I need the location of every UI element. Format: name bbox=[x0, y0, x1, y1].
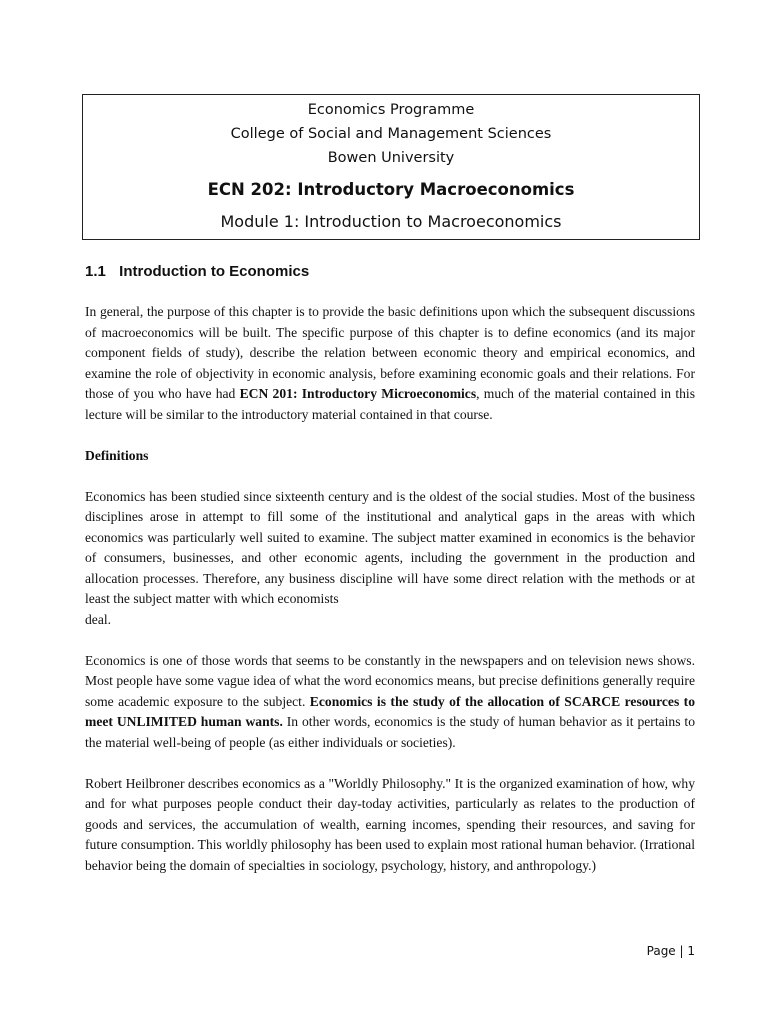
paragraph-text: Economics is one of those words that seems to be constantly in the newspapers and on television news shows. Most people have some vague idea of what the word economics means, but precise definitions generally require some academic exposure to the subject. bbox=[85, 652, 695, 709]
paragraph-text: , much of the material contained in this lecture will be similar to the introductory material contained in that course. bbox=[85, 386, 695, 422]
section-heading bbox=[85, 263, 309, 280]
paragraph-text: In other words, economics is the study of human behavior as it pertains to the material well-being of people (as either individuals or societies). bbox=[85, 714, 695, 750]
paragraph-heilbroner bbox=[85, 774, 695, 877]
course-name: Introductory Macroeconomics bbox=[297, 180, 575, 199]
college-name: College of Social and Management Sciences bbox=[230, 126, 552, 142]
paragraph-text: In general, the purpose of this chapter is to provide the basic definitions upon which the subsequent discussions of macroeconomics will be built. The specific purpose of this chapter is to define economics (and its major component fields of study), describe the relation between economic theory and empirical economics, and examine the role of objectivity in economic analysis, before examining economic goals and their relations. For those of you who have had bbox=[85, 304, 695, 401]
definitions-heading: Definitions bbox=[85, 447, 149, 463]
university-name: Bowen University bbox=[327, 150, 455, 166]
page-number: Page | 1 bbox=[646, 944, 695, 958]
paragraph-text: Economics has been studied since sixteenth century and is the oldest of the social studies. Most of the business disciplines arose in attempt to fill some of the institutional and analytical gaps in the areas with which economics was particularly well suited to examine. The subject matter examined in economics is the behavior of consumers, businesses, and other economic agents, including the government in the production and allocation processes. Therefore, any business discipline will have some direct relation with the methods or at least the subject matter with which economists bbox=[85, 488, 695, 606]
programme-name: Economics Programme bbox=[307, 102, 475, 118]
paragraph-text: deal. bbox=[85, 611, 112, 627]
section-title: Introduction to Economics bbox=[119, 263, 310, 280]
paragraph-intro bbox=[85, 302, 695, 425]
title-box bbox=[82, 94, 700, 240]
paragraph-history bbox=[85, 487, 695, 631]
course-code: ECN 202: bbox=[207, 180, 292, 199]
paragraph-text: Robert Heilbroner describes economics as a "Worldly Philosophy." It is the organized examination of how, why and for what purposes people conduct their day-today activities, particularly as relates to the production of goods and services, the accumulation of wealth, earning incomes, spending their resources, and saving for future consumption. This worldly philosophy has been used to explain most rational human behavior. (Irrational behavior being the domain of specialties in sociology, psychology, history, and anthropology.) bbox=[85, 775, 695, 873]
document-body bbox=[85, 302, 695, 897]
course-title bbox=[83, 178, 699, 202]
paragraph-definition bbox=[85, 651, 695, 754]
module-title: Module 1: Introduction to Macroeconomics bbox=[220, 212, 562, 231]
section-number: 1.1 bbox=[85, 263, 106, 280]
paragraph-bold-text: ECN 201: Introductory Microeconomics bbox=[239, 386, 477, 401]
paragraph-bold-text: Economics is the study of the allocation of SCARCE resources to meet UNLIMITED human wants. bbox=[85, 693, 696, 729]
